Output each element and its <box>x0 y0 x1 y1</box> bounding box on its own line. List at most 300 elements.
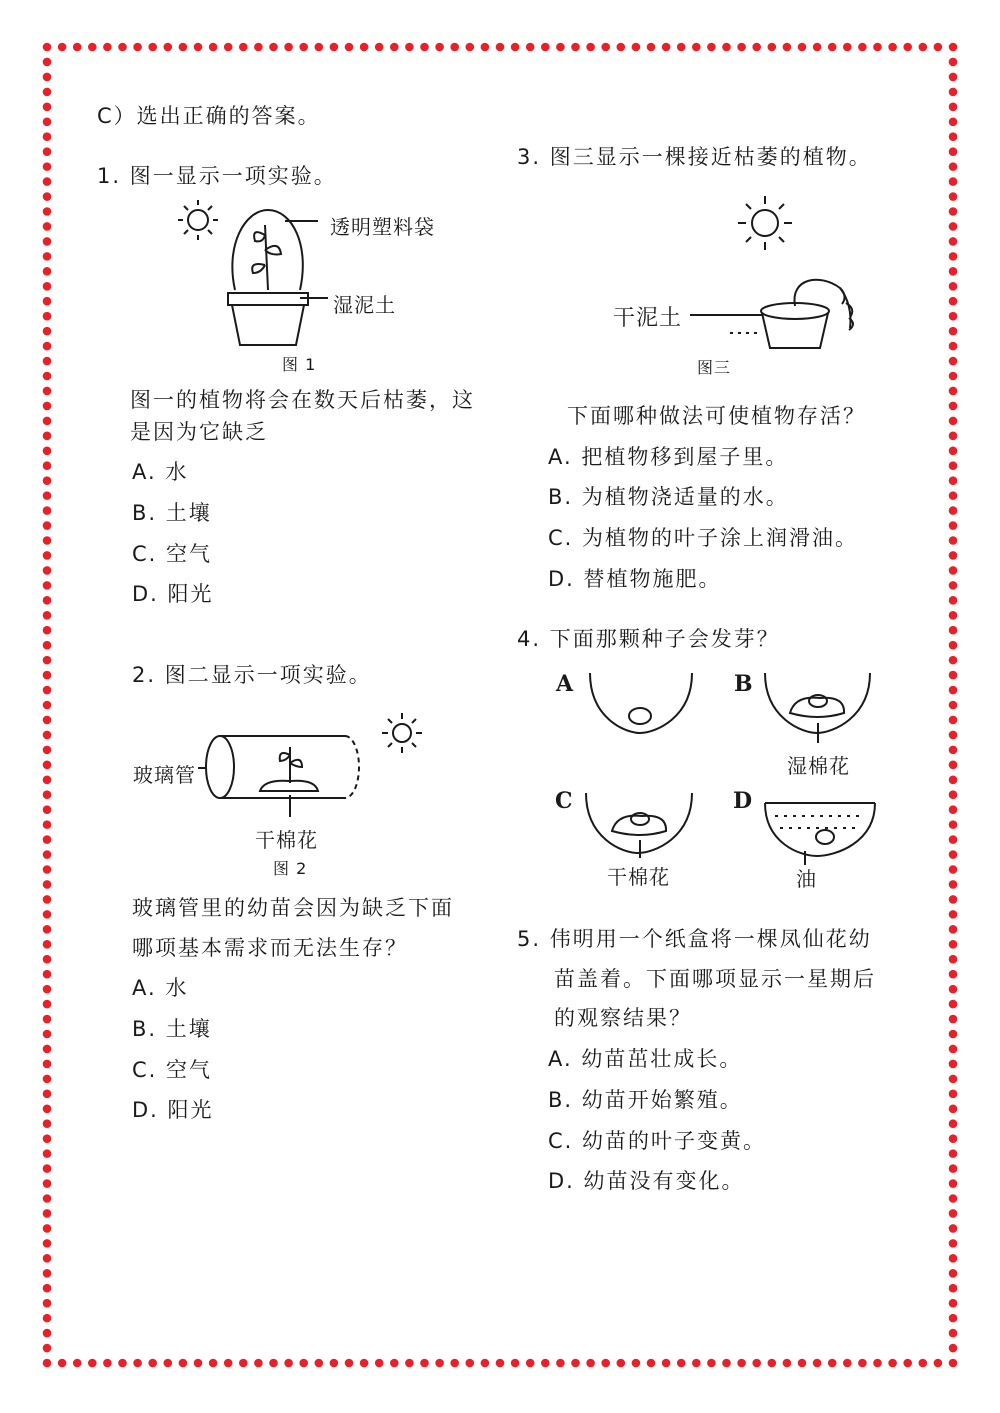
border-dot <box>843 1359 852 1368</box>
border-dot <box>43 1299 52 1308</box>
border-dot <box>43 536 52 545</box>
border-dot <box>737 1359 746 1368</box>
label-wet-cotton: 湿棉花 <box>787 754 850 778</box>
border-dot <box>949 910 958 919</box>
border-dot <box>43 925 52 934</box>
q5-option-a[interactable]: A. 幼苗茁壮成长。 <box>548 1047 743 1071</box>
border-dot <box>949 1149 958 1158</box>
border-dot <box>239 43 248 52</box>
border-dot <box>949 701 958 710</box>
border-dot <box>43 970 52 979</box>
border-dot <box>949 222 958 231</box>
border-dot <box>43 656 52 665</box>
border-dot <box>677 43 686 52</box>
border-dot <box>103 1359 112 1368</box>
border-dot <box>148 43 157 52</box>
border-dot <box>949 327 958 336</box>
q4-letter-c[interactable]: C <box>555 788 573 814</box>
border-dot <box>949 790 958 799</box>
border-dot <box>254 1359 263 1368</box>
border-dot <box>722 1359 731 1368</box>
border-dot <box>179 43 188 52</box>
border-dot <box>949 1314 958 1323</box>
q1-option-b[interactable]: B. 土壤 <box>132 501 212 525</box>
border-dot <box>949 491 958 500</box>
border-dot <box>949 267 958 276</box>
border-dot <box>526 1359 535 1368</box>
border-dot <box>949 596 958 605</box>
border-dot <box>43 865 52 874</box>
border-dot <box>949 402 958 411</box>
border-dot <box>284 43 293 52</box>
border-dot <box>43 1119 52 1128</box>
border-dot <box>43 491 52 500</box>
figure-1-plant-in-bag <box>160 195 330 355</box>
border-dot <box>949 775 958 784</box>
border-dot <box>571 1359 580 1368</box>
q1-option-c[interactable]: C. 空气 <box>132 542 213 566</box>
q3-option-c[interactable]: C. 为植物的叶子涂上润滑油。 <box>548 526 859 550</box>
q5-stem-line2: 苗盖着。下面哪项显示一星期后 <box>554 967 876 991</box>
border-dot <box>43 895 52 904</box>
border-dot <box>269 1359 278 1368</box>
label-oil: 油 <box>796 867 817 891</box>
border-dot <box>949 461 958 470</box>
border-dot <box>888 1359 897 1368</box>
border-dot <box>919 43 928 52</box>
border-dot <box>43 1314 52 1323</box>
q5-option-b[interactable]: B. 幼苗开始繁殖。 <box>548 1088 743 1112</box>
border-dot <box>601 43 610 52</box>
border-dot <box>43 327 52 336</box>
border-dot <box>949 1015 958 1024</box>
border-dot <box>949 1045 958 1054</box>
border-dot <box>647 43 656 52</box>
border-dot <box>43 596 52 605</box>
border-dot <box>949 1119 958 1128</box>
border-dot <box>919 1359 928 1368</box>
border-dot <box>949 297 958 306</box>
border-dot <box>586 1359 595 1368</box>
q2-option-d[interactable]: D. 阳光 <box>132 1098 214 1122</box>
border-dot <box>43 222 52 231</box>
border-dot <box>949 1269 958 1278</box>
border-dot <box>949 1224 958 1233</box>
border-dot <box>949 850 958 859</box>
border-dot <box>949 761 958 770</box>
border-dot <box>43 850 52 859</box>
q5-stem-line3: 的观察结果？ <box>554 1006 692 1030</box>
border-dot <box>43 312 52 321</box>
border-dot <box>949 1134 958 1143</box>
border-dot <box>43 297 52 306</box>
border-dot <box>73 1359 82 1368</box>
q1-option-a[interactable]: A. 水 <box>132 460 189 484</box>
border-dot <box>43 117 52 126</box>
border-dot <box>43 761 52 770</box>
border-dot <box>934 1359 943 1368</box>
border-dot <box>541 1359 550 1368</box>
border-dot <box>949 746 958 755</box>
border-dot <box>269 43 278 52</box>
border-dot <box>375 1359 384 1368</box>
border-dot <box>949 641 958 650</box>
q2-option-b[interactable]: B. 土壤 <box>132 1017 212 1041</box>
border-dot <box>526 43 535 52</box>
border-dot <box>541 43 550 52</box>
border-dot <box>556 43 565 52</box>
border-dot <box>43 372 52 381</box>
border-dot <box>662 43 671 52</box>
border-dot <box>43 103 52 112</box>
border-dot <box>43 1015 52 1024</box>
border-dot <box>873 1359 882 1368</box>
figure-3-wilting-plant <box>690 188 890 358</box>
border-dot <box>43 1239 52 1248</box>
border-dot <box>133 1359 142 1368</box>
border-dot <box>43 790 52 799</box>
border-dot <box>949 103 958 112</box>
border-dot <box>43 1284 52 1293</box>
border-dot <box>43 88 52 97</box>
border-dot <box>949 312 958 321</box>
border-dot <box>43 820 52 829</box>
border-dot <box>43 626 52 635</box>
border-dot <box>43 461 52 470</box>
border-dot <box>692 1359 701 1368</box>
border-dot <box>949 925 958 934</box>
sun-icon <box>738 196 792 250</box>
q5-option-c[interactable]: C. 幼苗的叶子变黄。 <box>548 1129 767 1153</box>
border-dot <box>949 611 958 620</box>
border-dot <box>949 880 958 889</box>
border-dot <box>375 43 384 52</box>
border-dot <box>164 43 173 52</box>
border-dot <box>496 43 505 52</box>
border-dot <box>43 581 52 590</box>
border-dot <box>43 1045 52 1054</box>
border-dot <box>949 73 958 82</box>
border-dot <box>239 1359 248 1368</box>
q5-option-d[interactable]: D. 幼苗没有变化。 <box>548 1169 745 1193</box>
border-dot <box>949 731 958 740</box>
border-dot <box>949 432 958 441</box>
q3-option-a[interactable]: A. 把植物移到屋子里。 <box>548 445 789 469</box>
border-dot <box>43 417 52 426</box>
border-dot <box>43 237 52 246</box>
q2-title: 2. 图二显示一项实验。 <box>132 663 372 687</box>
border-dot <box>692 43 701 52</box>
border-dot <box>949 192 958 201</box>
border-dot <box>949 357 958 366</box>
border-dot <box>194 43 203 52</box>
border-dot <box>949 1075 958 1084</box>
sun-icon <box>382 713 422 753</box>
border-dot <box>43 1075 52 1084</box>
border-dot <box>949 417 958 426</box>
border-dot <box>934 43 943 52</box>
border-dot <box>949 476 958 485</box>
border-dot <box>949 521 958 530</box>
q3-stem: 下面哪种做法可使植物存活？ <box>567 404 866 428</box>
border-dot <box>43 1329 52 1338</box>
border-dot <box>949 865 958 874</box>
border-dot <box>949 581 958 590</box>
border-dot <box>949 1090 958 1099</box>
border-dot <box>466 43 475 52</box>
border-dot <box>43 267 52 276</box>
border-dot <box>707 1359 716 1368</box>
label-glass-tube: 玻璃管 <box>133 763 196 787</box>
border-dot <box>179 1359 188 1368</box>
border-dot <box>43 1164 52 1173</box>
border-dot <box>194 1359 203 1368</box>
border-dot <box>949 671 958 680</box>
border-dot <box>949 117 958 126</box>
border-dot <box>949 1239 958 1248</box>
border-dot <box>43 432 52 441</box>
section-heading: C）选出正确的答案。 <box>97 104 321 128</box>
border-dot <box>949 132 958 141</box>
border-dot <box>43 43 52 52</box>
border-dot <box>43 1104 52 1113</box>
border-dot <box>43 357 52 366</box>
border-dot <box>43 387 52 396</box>
label-wet-soil: 湿泥土 <box>333 293 396 317</box>
border-dot <box>571 43 580 52</box>
label-dry-cotton-c: 干棉花 <box>607 865 670 889</box>
border-dot <box>43 1134 52 1143</box>
border-dot <box>43 731 52 740</box>
border-dot <box>949 805 958 814</box>
border-dot <box>360 43 369 52</box>
border-dot <box>828 1359 837 1368</box>
border-dot <box>43 955 52 964</box>
border-dot <box>949 656 958 665</box>
border-dot <box>43 716 52 725</box>
border-dot <box>43 207 52 216</box>
border-dot <box>254 43 263 52</box>
border-dot <box>390 43 399 52</box>
border-dot <box>43 940 52 949</box>
border-dot <box>330 1359 339 1368</box>
border-dot <box>103 43 112 52</box>
border-dot <box>43 252 52 261</box>
border-dot <box>164 1359 173 1368</box>
border-dot <box>299 1359 308 1368</box>
q3-option-d[interactable]: D. 替植物施肥。 <box>548 567 722 591</box>
q4-letter-b[interactable]: B <box>734 671 753 697</box>
border-dot <box>949 895 958 904</box>
border-dot <box>949 58 958 67</box>
border-dot <box>737 43 746 52</box>
border-dot <box>209 43 218 52</box>
seed-d <box>816 830 834 844</box>
border-dot <box>556 1359 565 1368</box>
border-dot <box>949 88 958 97</box>
border-dot <box>43 805 52 814</box>
border-dot <box>949 820 958 829</box>
border-dot <box>43 147 52 156</box>
border-dot <box>58 1359 67 1368</box>
label-dry-cotton: 干棉花 <box>255 828 318 852</box>
border-dot <box>949 566 958 575</box>
border-dot <box>949 626 958 635</box>
border-dot <box>224 43 233 52</box>
border-dot <box>43 1269 52 1278</box>
figure-2-glass-tube <box>195 705 435 825</box>
border-dot <box>677 1359 686 1368</box>
border-dot <box>873 43 882 52</box>
q3-option-b[interactable]: B. 为植物浇适量的水。 <box>548 485 789 509</box>
border-dot <box>768 43 777 52</box>
border-dot <box>88 1359 97 1368</box>
border-dot <box>601 1359 610 1368</box>
border-dot <box>949 1000 958 1009</box>
border-dot <box>43 1149 52 1158</box>
border-dot <box>949 1254 958 1263</box>
border-dot <box>903 1359 912 1368</box>
border-dot <box>43 775 52 784</box>
border-dot <box>299 43 308 52</box>
border-dot <box>511 43 520 52</box>
border-dot <box>798 43 807 52</box>
border-dot <box>949 835 958 844</box>
border-dot <box>43 880 52 889</box>
tube-right-end <box>345 736 359 798</box>
q5-stem-line1: 5. 伟明用一个纸盒将一棵凤仙花幼 <box>517 927 872 951</box>
border-dot <box>511 1359 520 1368</box>
border-dot <box>858 43 867 52</box>
border-dot <box>949 1194 958 1203</box>
border-dot <box>43 701 52 710</box>
q2-stem-line1: 玻璃管里的幼苗会因为缺乏下面 <box>132 896 454 920</box>
q1-option-d[interactable]: D. 阳光 <box>132 582 214 606</box>
border-dot <box>813 43 822 52</box>
border-dot <box>949 387 958 396</box>
border-dot <box>768 1359 777 1368</box>
border-dot <box>858 1359 867 1368</box>
border-dot <box>43 686 52 695</box>
border-dot <box>481 1359 490 1368</box>
border-dot <box>284 1359 293 1368</box>
border-dot <box>949 372 958 381</box>
border-dot <box>752 43 761 52</box>
border-dot <box>647 1359 656 1368</box>
border-dot <box>420 43 429 52</box>
border-dot <box>481 43 490 52</box>
border-dot <box>586 43 595 52</box>
border-dot <box>783 43 792 52</box>
border-dot <box>43 566 52 575</box>
border-dot <box>888 43 897 52</box>
border-dot <box>949 716 958 725</box>
q2-stem-line2: 哪项基本需求而无法生存？ <box>132 936 408 960</box>
border-dot <box>949 1104 958 1113</box>
border-dot <box>949 985 958 994</box>
border-dot <box>813 1359 822 1368</box>
border-dot <box>405 43 414 52</box>
q1-title: 1. 图一显示一项实验。 <box>97 164 337 188</box>
border-dot <box>43 506 52 515</box>
border-dot <box>949 1164 958 1173</box>
bowl-d <box>765 803 875 856</box>
border-dot <box>949 1284 958 1293</box>
q3-title: 3. 图三显示一棵接近枯萎的植物。 <box>517 145 872 169</box>
border-dot <box>43 73 52 82</box>
border-dot <box>949 1030 958 1039</box>
border-dot <box>949 342 958 351</box>
sun-icon <box>178 200 218 240</box>
border-dot <box>43 402 52 411</box>
border-dot <box>209 1359 218 1368</box>
border-dot <box>752 1359 761 1368</box>
border-dot <box>43 192 52 201</box>
figure-1-caption: 图 1 <box>282 355 317 374</box>
border-dot <box>345 43 354 52</box>
border-dot <box>466 1359 475 1368</box>
q2-option-a[interactable]: A. 水 <box>132 976 189 1000</box>
border-dot <box>118 43 127 52</box>
border-dot <box>43 985 52 994</box>
label-transparent-bag: 透明塑料袋 <box>330 215 435 239</box>
pot-body <box>232 305 304 345</box>
border-dot <box>843 43 852 52</box>
q1-stem-line2: 是因为它缺乏 <box>130 420 268 444</box>
border-dot <box>390 1359 399 1368</box>
border-dot <box>43 1000 52 1009</box>
q4-letter-d[interactable]: D <box>733 788 753 814</box>
q1-stem-line1: 图一的植物将会在数天后枯萎，这 <box>130 388 475 412</box>
border-dot <box>345 1359 354 1368</box>
q2-option-c[interactable]: C. 空气 <box>132 1058 213 1082</box>
border-dot <box>43 1194 52 1203</box>
figure-3-caption: 图三 <box>697 358 732 377</box>
border-dot <box>949 43 958 52</box>
border-dot <box>43 1224 52 1233</box>
border-dot <box>118 1359 127 1368</box>
border-dot <box>133 43 142 52</box>
border-dot <box>617 1359 626 1368</box>
border-dot <box>949 970 958 979</box>
border-dot <box>949 1179 958 1188</box>
border-dot <box>617 43 626 52</box>
border-dot <box>632 1359 641 1368</box>
border-dot <box>435 1359 444 1368</box>
border-dot <box>949 207 958 216</box>
border-dot <box>43 746 52 755</box>
border-dot <box>435 43 444 52</box>
plant-stem <box>265 225 268 290</box>
border-dot <box>43 1254 52 1263</box>
border-dot <box>949 1060 958 1069</box>
border-dot <box>949 147 958 156</box>
border-dot <box>43 641 52 650</box>
border-dot <box>43 132 52 141</box>
pot-rim <box>228 293 308 305</box>
border-dot <box>949 446 958 455</box>
border-dot <box>450 1359 459 1368</box>
border-dot <box>43 446 52 455</box>
border-dot <box>58 43 67 52</box>
border-dot <box>949 1359 958 1368</box>
q4-letter-a[interactable]: A <box>556 671 574 697</box>
border-dot <box>43 282 52 291</box>
border-dot <box>949 162 958 171</box>
border-dot <box>73 43 82 52</box>
border-dot <box>43 551 52 560</box>
border-dot <box>450 43 459 52</box>
